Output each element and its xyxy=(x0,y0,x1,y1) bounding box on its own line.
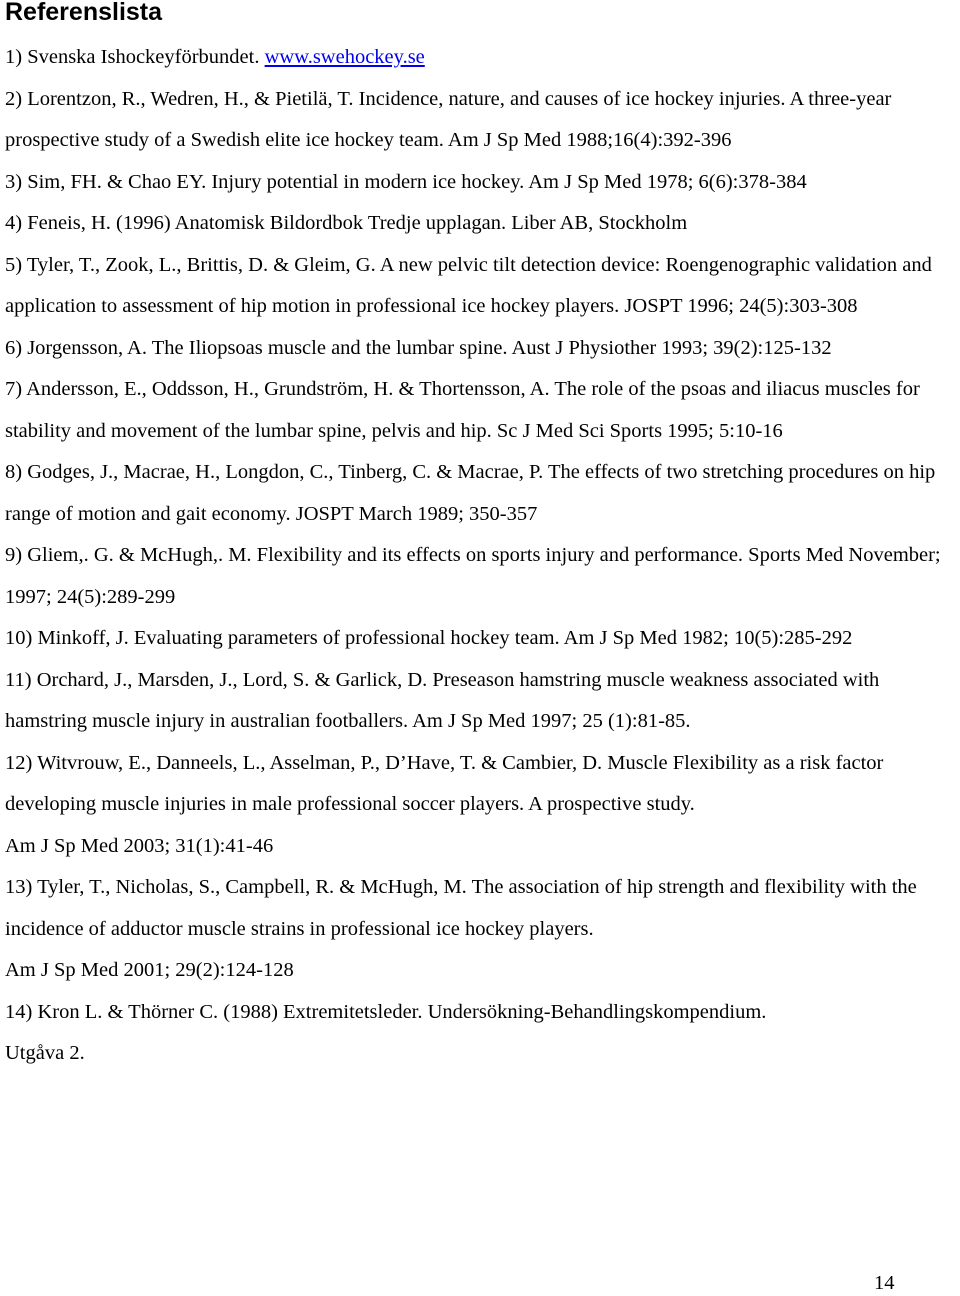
reference-item xyxy=(5,37,957,79)
reference-text: 14) Kron L. & Thörner C. (1988) Extremitetsleder. Undersökning-Behandlingskompendium. xyxy=(5,1000,767,1023)
reference-item xyxy=(5,452,957,535)
reference-text: Utgåva 2. xyxy=(5,1042,85,1064)
reference-text: 11) Orchard, J., Marsden, J., Lord, S. & Garlick, D. Preseason hamstring muscle weakness associated with hamstring muscle injury in australian footballers. Am J Sp Med 1997; 25 (1):81-85. xyxy=(5,668,880,732)
reference-item xyxy=(5,743,957,868)
reference-text: 12) Witvrouw, E., Danneels, L., Asselman, P., D’Have, T. & Cambier, D. Muscle Flexibility as a risk factor developing muscle injuries in male professional soccer players. A prospective study. xyxy=(5,751,884,815)
reference-text: 2) Lorentzon, R., Wedren, H., & Pietilä, T. Incidence, nature, and causes of ice hockey injuries. A three-year prospective study of a Swedish elite ice hockey team. Am J Sp Med 1988;16(4):392-396 xyxy=(5,87,892,151)
reference-text: 4) Feneis, H. (1996) Anatomisk Bildordbok Tredje upplagan. Liber AB, Stockholm xyxy=(5,212,688,234)
reference-item xyxy=(5,660,957,743)
reference-item xyxy=(5,369,957,452)
page-title: Referenslista xyxy=(5,0,163,26)
reference-text: 7) Andersson, E., Oddsson, H., Grundström, H. & Thortensson, A. The role of the psoas and iliacus muscles for stability and movement of the lumbar spine, pelvis and hip. Sc J Med Sci Sports 1995; 5:10-16 xyxy=(5,378,920,442)
reference-text: 1) Svenska Ishockeyförbundet. xyxy=(5,46,265,68)
reference-text: 3) Sim, FH. & Chao EY. Injury potential in modern ice hockey. Am J Sp Med 1978; 6(6):378-384 xyxy=(5,170,807,193)
reference-item xyxy=(5,618,957,660)
reference-text: 8) Godges, J., Macrae, H., Longdon, C., Tinberg, C. & Macrae, P. The effects of two stretching procedures on hip range of motion and gait economy. JOSPT March 1989; 350-357 xyxy=(5,461,936,525)
reference-item xyxy=(5,992,957,1075)
page-number: 14 xyxy=(874,1272,895,1294)
reference-item xyxy=(5,535,957,618)
reference-text: 13) Tyler, T., Nicholas, S., Campbell, R. & McHugh, M. The association of hip strength and flexibility with the incidence of adductor muscle strains in professional ice hockey players. xyxy=(5,876,917,940)
reference-text: 10) Minkoff, J. Evaluating parameters of professional hockey team. Am J Sp Med 1982; 10(5):285-292 xyxy=(5,627,853,649)
reference-text: 5) Tyler, T., Zook, L., Brittis, D. & Gleim, G. A new pelvic tilt detection device: Roengenographic validation and application to assessment of hip motion in professional ice hockey players. JOSPT 1996; 24(5):303-308 xyxy=(5,253,932,317)
reference-item xyxy=(5,79,957,162)
reference-text: Am J Sp Med 2001; 29(2):124-128 xyxy=(5,959,294,981)
reference-item xyxy=(5,162,957,204)
reference-list xyxy=(5,37,957,1075)
reference-item xyxy=(5,328,957,370)
reference-text: Am J Sp Med 2003; 31(1):41-46 xyxy=(5,834,274,857)
website-link[interactable]: www.swehockey.se xyxy=(264,46,425,68)
reference-text: 9) Gliem,. G. & McHugh,. M. Flexibility and its effects on sports injury and performance. Sports Med November; 1997; 24(5):289-299 xyxy=(5,544,941,608)
reference-text: 6) Jorgensson, A. The Iliopsoas muscle and the lumbar spine. Aust J Physiother 1993; 39(2):125-132 xyxy=(5,336,832,359)
reference-item xyxy=(5,203,957,245)
reference-item xyxy=(5,867,957,992)
reference-item xyxy=(5,245,957,328)
